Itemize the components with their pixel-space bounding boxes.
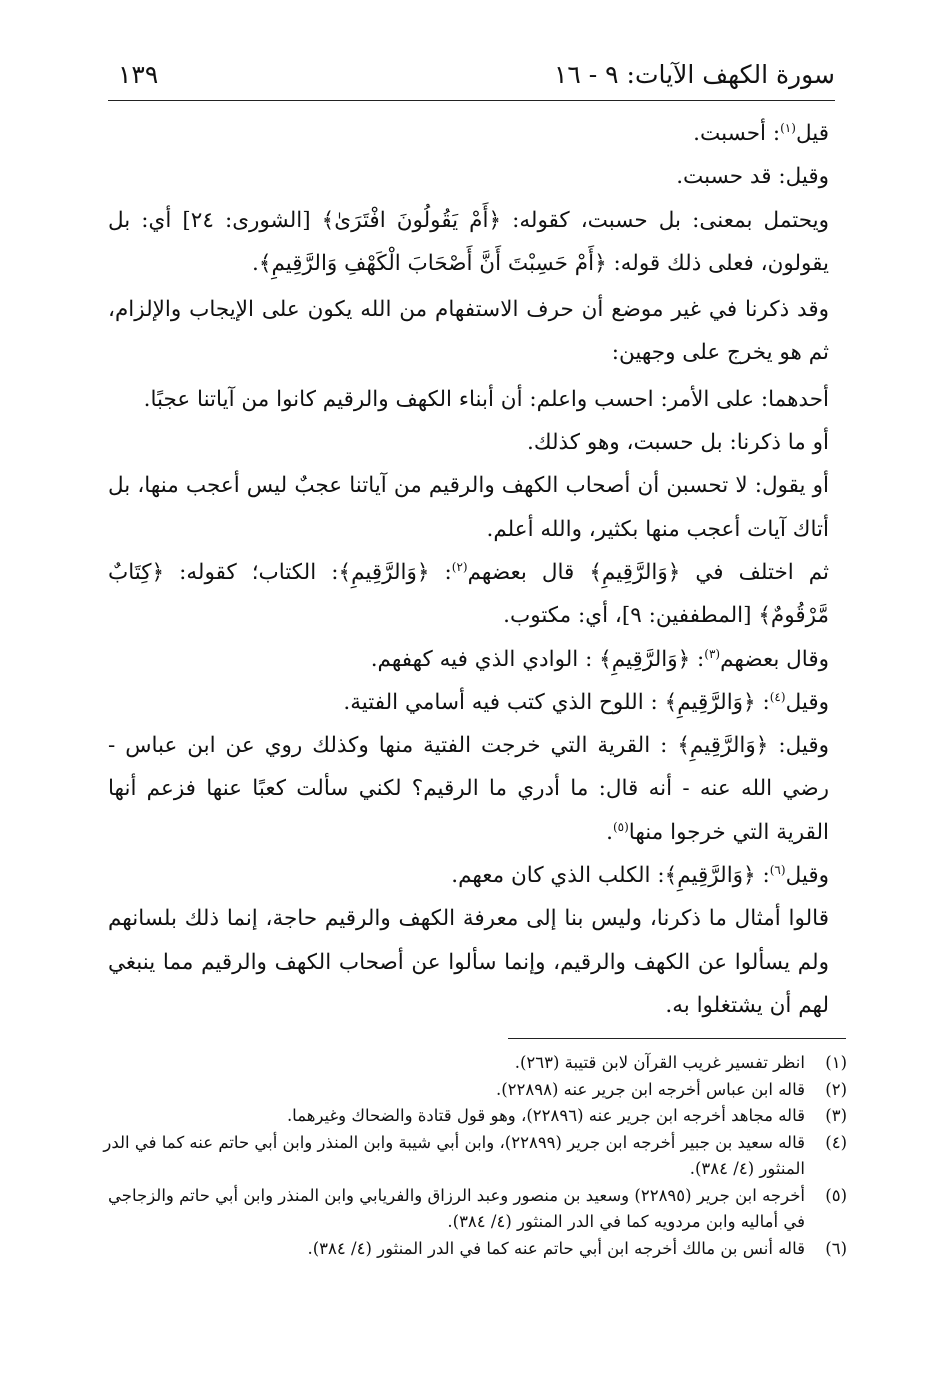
footnote-number: (٦) [825, 1238, 847, 1258]
footnote-number: (١) [825, 1053, 847, 1072]
footnote-text: قاله أنس بن مالك أخرجه ابن أبي حاتم عنه كما في الدر المنثور (٤/ ٣٨٤). [307, 1238, 805, 1258]
footnote-text: قاله مجاهد أخرجه ابن جرير عنه (٢٢٨٩٦)، وهو قول قتادة والضحاك وغيرهما. [286, 1106, 805, 1125]
text-run: ثم اختلف في [680, 559, 830, 585]
paragraph-8 [108, 551, 847, 638]
text-run: ويحتمل بمعنى: بل حسبت، كقوله: [501, 207, 829, 233]
quran-quote: ﴿وَالرَّقِيمِ﴾ [664, 863, 756, 889]
footnote-3 [98, 1103, 847, 1130]
text-run: : [690, 646, 705, 672]
paragraph-7: أو يقول: لا تحسبن أن أصحاب الكهف والرقيم من آياتنا عجبٌ ليس أعجب منها، بل أتاك آيات أعجب منها بكثير، والله أعلم. [108, 473, 829, 542]
paragraph-2: وقيل: قد حسبت. [676, 164, 829, 190]
footnote-4 [98, 1130, 847, 1183]
footnote-1 [98, 1050, 847, 1077]
text-run: قيل [795, 121, 829, 146]
footnote-number: (٣) [825, 1106, 847, 1125]
text-run: قال بعضهم [467, 559, 590, 585]
text-run: وقيل: [768, 733, 829, 759]
paragraph-1 [108, 112, 847, 155]
footnote-separator [508, 1038, 846, 1039]
main-text [108, 112, 847, 1027]
paragraph-6: أو ما ذكرنا: بل حسبت، وهو كذلك. [526, 430, 829, 456]
text-run: : الكتاب؛ كقوله: [164, 559, 339, 585]
footnotes [98, 1050, 847, 1262]
paragraph-10 [108, 681, 847, 724]
text-run: : اللوح الذي كتب فيه أسامي الفتية. [343, 689, 665, 715]
footnote-2 [98, 1077, 847, 1104]
page-header [108, 58, 835, 101]
footnote-5 [98, 1183, 847, 1236]
paragraph-3 [108, 199, 847, 286]
text-run: . [252, 250, 259, 276]
quran-quote: ﴿وَالرَّقِيمِ﴾ [677, 733, 769, 759]
footnote-text: أخرجه ابن جرير (٢٢٨٩٥) وسعيد بن منصور وعبد الرزاق والفريابي وابن المنذر وابن أبي حاتم والزجاجي في أماليه وابن مردويه كما في الدر المنثور (٤/ ٣٨٤). [108, 1185, 805, 1231]
footnote-ref: (٤) [769, 689, 786, 704]
paragraph-5: أحدهما: على الأمر: احسب واعلم: أن أبناء الكهف والرقيم كانوا من آياتنا عجبًا. [143, 386, 829, 412]
quran-quote: ﴿وَالرَّقِيمِ﴾ [599, 646, 691, 672]
page-number: ١٣٩ [118, 60, 159, 89]
text-run: : القرية التي خرجت الفتية منها وكذلك روي عن ابن عباس - رضي الله عنه - أنه قال: ما أدري ما الرقيم؟ لكني سألت كعبًا عنها فزعم أنها القرية التي خرجوا منها [108, 733, 829, 845]
footnote-text: قاله سعيد بن جبير أخرجه ابن جرير (٢٢٨٩٩)، وابن أبي شيبة وابن المنذر وابن أبي حاتم عنه كما في الدر المنثور (٤/ ٣٨٤). [103, 1132, 805, 1178]
footnote-number: (٥) [825, 1185, 847, 1205]
text-run: : الكلب الذي كان معهم. [451, 863, 665, 889]
paragraph-11 [108, 724, 847, 854]
quran-quote: ﴿وَالرَّقِيمِ﴾ [338, 559, 430, 585]
footnote-ref: (١) [780, 120, 796, 135]
text-run: وقيل [785, 863, 829, 889]
footnote-number: (٢) [825, 1079, 847, 1099]
footnote-text: انظر تفسير غريب القرآن لابن قتيبة (٢٦٣). [514, 1053, 805, 1072]
quran-quote: ﴿أَمْ يَقُولُونَ افْتَرَىٰ﴾ [321, 207, 502, 233]
text-run: . [606, 819, 613, 845]
text-run: : [755, 689, 770, 715]
paragraph-9 [108, 638, 847, 681]
footnote-ref: (٢) [451, 559, 468, 574]
text-run: : الوادي الذي فيه كهفهم. [370, 646, 600, 672]
text-run: وقال بعضهم [720, 646, 829, 672]
footnote-ref: (٣) [704, 646, 721, 661]
footnote-6 [98, 1236, 847, 1263]
footnote-ref: (٦) [769, 862, 786, 877]
text-run: : [755, 863, 770, 889]
quran-quote: ﴿وَالرَّقِيمِ﴾ [664, 689, 756, 715]
quran-quote: ﴿وَالرَّقِيمِ﴾ [589, 559, 681, 585]
footnote-ref: (٥) [612, 819, 629, 834]
text-run: : [429, 559, 452, 585]
footnote-text: قاله ابن عباس أخرجه ابن جرير عنه (٢٢٨٩٨). [495, 1079, 805, 1099]
quran-quote: ﴿كِتَابٌ مَّرْقُومٌ﴾ [108, 559, 829, 629]
quran-quote: ﴿أَمْ حَسِبْتَ أَنَّ أَصْحَابَ الْكَهْفِ وَالرَّقِيمِ﴾ [258, 250, 607, 276]
running-title: سورة الكهف الآيات: ٩ - ١٦ [553, 60, 835, 89]
paragraph-4: وقد ذكرنا في غير موضع أن حرف الاستفهام من الله يكون على الإيجاب والإلزام، ثم هو يخرج على وجهين: [108, 297, 829, 366]
text-run: : أحسبت. [693, 121, 781, 146]
paragraph-13: قالوا أمثال ما ذكرنا، وليس بنا إلى معرفة الكهف والرقيم حاجة، إنما ذلك بلسانهم ولم يسألوا عن الكهف والرقيم، وإنما سألوا عن أصحاب الكهف والرقيم مما ينبغي لهم أن يشتغلوا به. [108, 906, 829, 1018]
footnote-number: (٤) [825, 1132, 847, 1152]
text-run: [الشورى: ٢٤] أي: بل يقولون، فعلى ذلك قوله: [108, 207, 829, 276]
text-run: وقيل [785, 689, 829, 715]
paragraph-12 [108, 854, 847, 897]
text-run: [المطففين: ٩]، أي: مكتوب. [503, 603, 759, 629]
